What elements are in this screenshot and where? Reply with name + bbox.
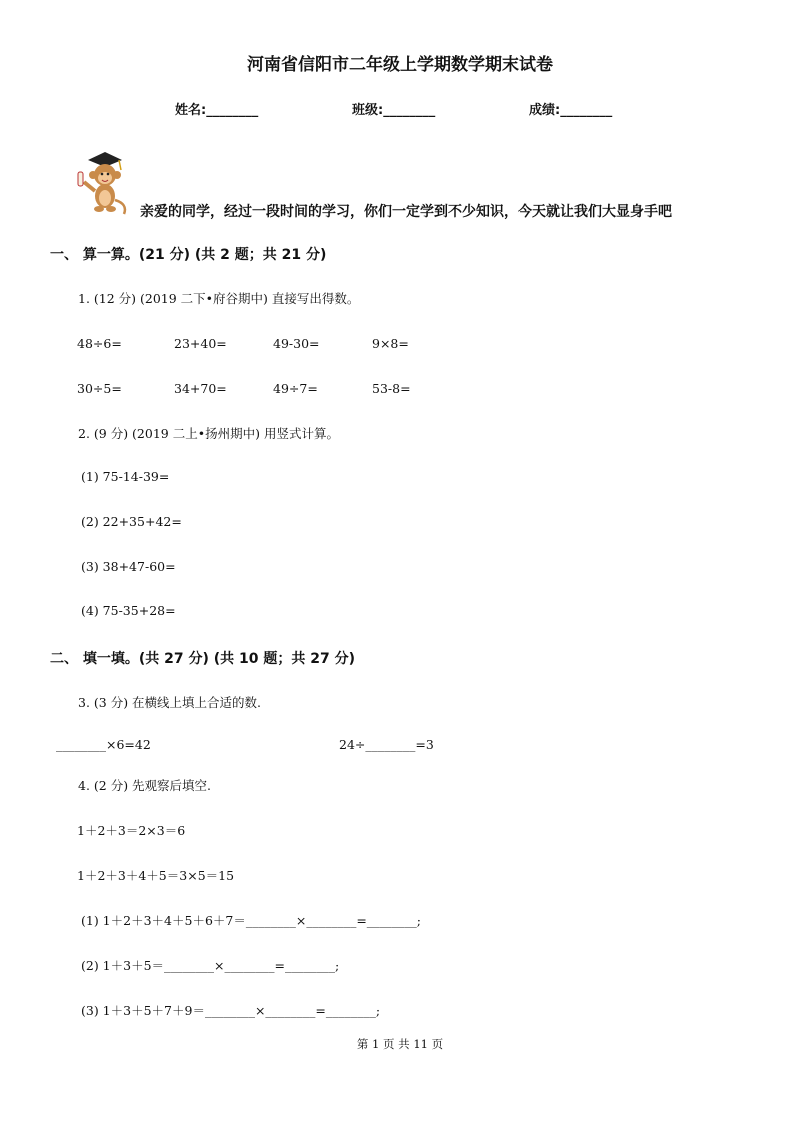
score-field: 成绩:________ <box>529 103 613 118</box>
q1-row1-item: 23+40= <box>174 336 227 351</box>
q4-item: (2) 1＋3＋5＝________×________=________; <box>81 958 340 973</box>
q2-item: (4) 75-35+28= <box>81 603 176 618</box>
q4-example-1: 1＋2＋3＝2×3＝6 <box>77 823 186 838</box>
q3-blank-right: 24÷________=3 <box>339 737 434 752</box>
q2-item: (3) 38+47-60= <box>81 559 176 574</box>
question-3-stem: 3. (3 分) 在横线上填上合适的数. <box>78 695 262 710</box>
class-field: 班级:________ <box>352 103 436 118</box>
name-field: 姓名:________ <box>175 103 259 118</box>
question-4-stem: 4. (2 分) 先观察后填空. <box>78 778 212 793</box>
q1-row2-item: 34+70= <box>174 381 227 396</box>
page-title: 河南省信阳市二年级上学期数学期末试卷 <box>247 55 553 75</box>
question-2-stem: 2. (9 分) (2019 二上•扬州期中) 用竖式计算。 <box>78 426 339 441</box>
q4-example-2: 1＋2＋3＋4＋5＝3×5＝15 <box>77 868 235 883</box>
section-1-heading: 一、 算一算。(21 分) (共 2 题；共 21 分) <box>50 247 327 263</box>
page-footer: 第 1 页 共 11 页 <box>356 1037 444 1051</box>
q4-item: (3) 1＋3＋5＋7＋9＝________×________=________; <box>81 1003 381 1018</box>
q2-item: (1) 75-14-39= <box>81 469 170 484</box>
section-2-heading: 二、 填一填。(共 27 分) (共 10 题；共 27 分) <box>50 651 356 667</box>
q2-item: (2) 22+35+42= <box>81 514 182 529</box>
q1-row2-item: 49÷7= <box>273 381 318 396</box>
q4-item: (1) 1＋2＋3＋4＋5＋6＋7＝________×________=________; <box>81 913 422 928</box>
mascot-monkey-icon <box>74 146 136 218</box>
q1-row2-item: 30÷5= <box>77 381 122 396</box>
greeting-text: 亲爱的同学，经过一段时间的学习，你们一定学到不少知识，今天就让我们大显身手吧 <box>140 204 672 220</box>
q3-blank-left: ________×6=42 <box>56 737 151 752</box>
q1-row1-item: 9×8= <box>372 336 409 351</box>
q1-row2-item: 53-8= <box>372 381 411 396</box>
q1-row1-item: 49-30= <box>273 336 320 351</box>
question-1-stem: 1. (12 分) (2019 二下•府谷期中) 直接写出得数。 <box>78 291 360 306</box>
q1-row1-item: 48÷6= <box>77 336 122 351</box>
